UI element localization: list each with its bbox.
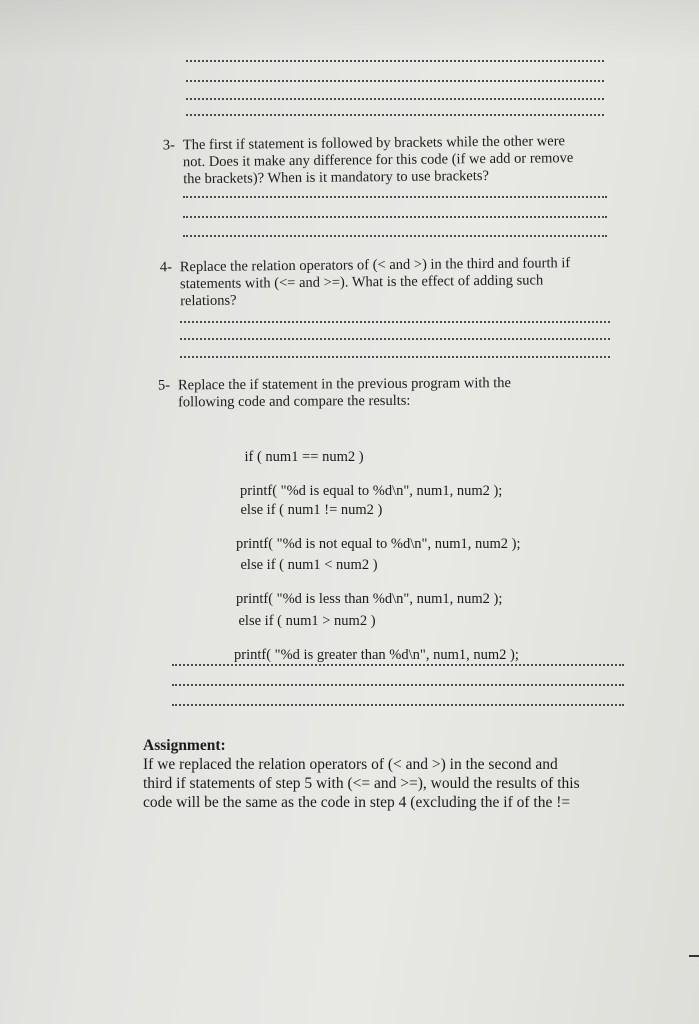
edge-mark: [689, 955, 699, 957]
code-body: printf( "%d is not equal to %d\n", num1, num2 );: [236, 536, 521, 552]
code-block-greater-than: [224, 596, 519, 698]
answer-line: [186, 80, 604, 82]
code-body: printf( "%d is equal to %d\n", num1, num2 );: [240, 483, 503, 499]
answer-line: [172, 664, 624, 666]
answer-line: [172, 704, 624, 706]
question-3: [163, 133, 624, 189]
question-4-line: relations?: [180, 292, 237, 310]
assignment-line: code will be the same as the code in step 4 (excluding the if of the !=: [143, 794, 571, 811]
question-3-line: The first if statement is followed by brackets while the other were: [182, 133, 566, 154]
question-4-number: 4-: [159, 259, 173, 276]
code-condition: else if ( num1 < num2 ): [240, 557, 378, 573]
page-shadow: [0, 0, 699, 60]
question-4-line: Replace the relation operators of (< and >) in the third and fourth if: [179, 255, 571, 276]
assignment-line: If we replaced the relation operators of (< and >) in the second and: [143, 756, 558, 773]
question-4-line: statements with (<= and >=). What is the effect of adding such: [179, 272, 544, 293]
answer-line: [186, 114, 604, 116]
code-body: printf( "%d is greater than %d\n", num1, num2 );: [234, 647, 519, 663]
answer-line: [180, 338, 610, 340]
answer-line: [172, 684, 624, 686]
answer-line: [180, 356, 610, 358]
code-condition: else if ( num1 > num2 ): [238, 613, 376, 629]
answer-line: [183, 235, 607, 237]
question-5-line: Replace the if statement in the previous program with the: [177, 375, 511, 394]
assignment-title: Assignment:: [143, 737, 226, 754]
assignment: [143, 736, 643, 812]
question-3-line: not. Does it make any difference for this code (if we add or remove: [182, 150, 574, 171]
code-body: printf( "%d is less than %d\n", num1, num2 );: [236, 591, 503, 607]
answer-line: [183, 196, 607, 198]
question-5: [158, 374, 598, 411]
question-5-line: following code and compare the results:: [178, 392, 411, 411]
question-5-number: 5-: [157, 377, 171, 394]
question-4: [160, 255, 621, 311]
code-condition: if ( num1 == num2 ): [244, 449, 364, 465]
assignment-line: third if statements of step 5 with (<= and >=), would the results of this: [143, 775, 580, 792]
question-3-line: the brackets)? When is it mandatory to use brackets?: [183, 167, 489, 188]
answer-line: [186, 98, 604, 100]
answer-line: [186, 60, 604, 62]
answer-line: [180, 321, 610, 323]
answer-line: [183, 216, 607, 218]
question-3-number: 3-: [162, 137, 176, 154]
code-condition: else if ( num1 != num2 ): [240, 502, 383, 518]
